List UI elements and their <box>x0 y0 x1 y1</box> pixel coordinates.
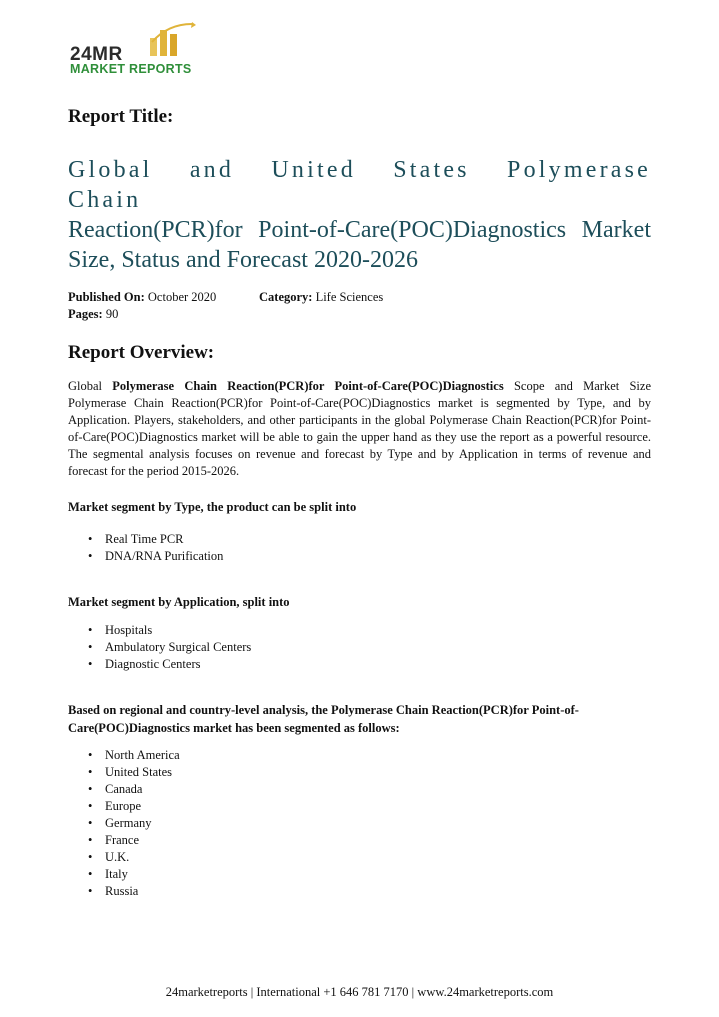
list-item: • Germany <box>88 815 180 832</box>
segment-region-list <box>88 747 180 900</box>
overview-bold-product: Polymerase Chain Reaction(PCR)for Point-of-Care(POC)Diagnostics <box>112 379 504 393</box>
overview-paragraph <box>68 378 651 480</box>
published-label: Published On: <box>68 290 145 304</box>
list-item: • U.K. <box>88 849 180 866</box>
segment-application-heading: Market segment by Application, split into <box>68 595 290 609</box>
pages-label: Pages: <box>68 307 103 321</box>
category-value: Life Sciences <box>315 290 384 304</box>
overview-prefix: Global <box>68 379 113 393</box>
report-title-line-2: Reaction(PCR)for Point-of-Care(POC)Diagnostics Market <box>68 217 651 243</box>
category <box>259 290 383 305</box>
list-item: • North America <box>88 747 180 764</box>
pages <box>68 307 118 322</box>
report-title <box>68 155 651 275</box>
category-label: Category: <box>259 290 313 304</box>
segment-application-list <box>88 622 251 673</box>
list-item: • Diagnostic Centers <box>88 656 251 673</box>
pages-value: 90 <box>105 307 119 321</box>
published-value: October 2020 <box>147 290 217 304</box>
overview-body: Scope and Market Size Polymerase Chain Reaction(PCR)for Point-of-Care(POC)Diagnostics market is segmented by Type, and by Application. Players, stakeholders, and other participants in the global Polymerase Chain Reaction(PCR)for Point-of-Care(POC)Diagnostics market will be able to gain the upper hand as they use the report as a powerful resource. The segmental analysis focuses on revenue and forecast by Type and by Application in terms of revenue and forecast for the period 2015-2026. <box>68 379 652 478</box>
report-title-line-3: Size, Status and Forecast 2020-2026 <box>68 247 418 273</box>
list-item: • Russia <box>88 883 180 900</box>
list-item: • France <box>88 832 180 849</box>
logo-text-24mr: 24MR <box>70 44 123 65</box>
company-logo <box>70 22 220 78</box>
list-item: • Italy <box>88 866 180 883</box>
list-item: • Ambulatory Surgical Centers <box>88 639 251 656</box>
published-on <box>68 290 216 305</box>
bar-chart-logo-icon <box>148 22 198 56</box>
list-item: • Canada <box>88 781 180 798</box>
segment-type-heading: Market segment by Type, the product can be split into <box>68 500 357 514</box>
logo-text-market-reports: MARKET REPORTS <box>70 62 192 76</box>
list-item: • DNA/RNA Purification <box>88 548 223 565</box>
report-title-label: Report Title: <box>68 106 174 127</box>
segment-region-heading: Based on regional and country-level analysis, the Polymerase Chain Reaction(PCR)for Point-of-Care(POC)Diagnostics market has been segmented as follows: <box>68 703 579 735</box>
list-item: • Europe <box>88 798 180 815</box>
report-title-line-1: Global and United States Polymerase Chain <box>68 157 651 213</box>
list-item: • Real Time PCR <box>88 531 223 548</box>
page-footer: 24marketreports | International +1 646 781 7170 | www.24marketreports.com <box>165 985 554 999</box>
segment-type-list <box>88 531 223 565</box>
report-overview-heading: Report Overview: <box>68 342 215 363</box>
list-item: • Hospitals <box>88 622 251 639</box>
list-item: • United States <box>88 764 180 781</box>
